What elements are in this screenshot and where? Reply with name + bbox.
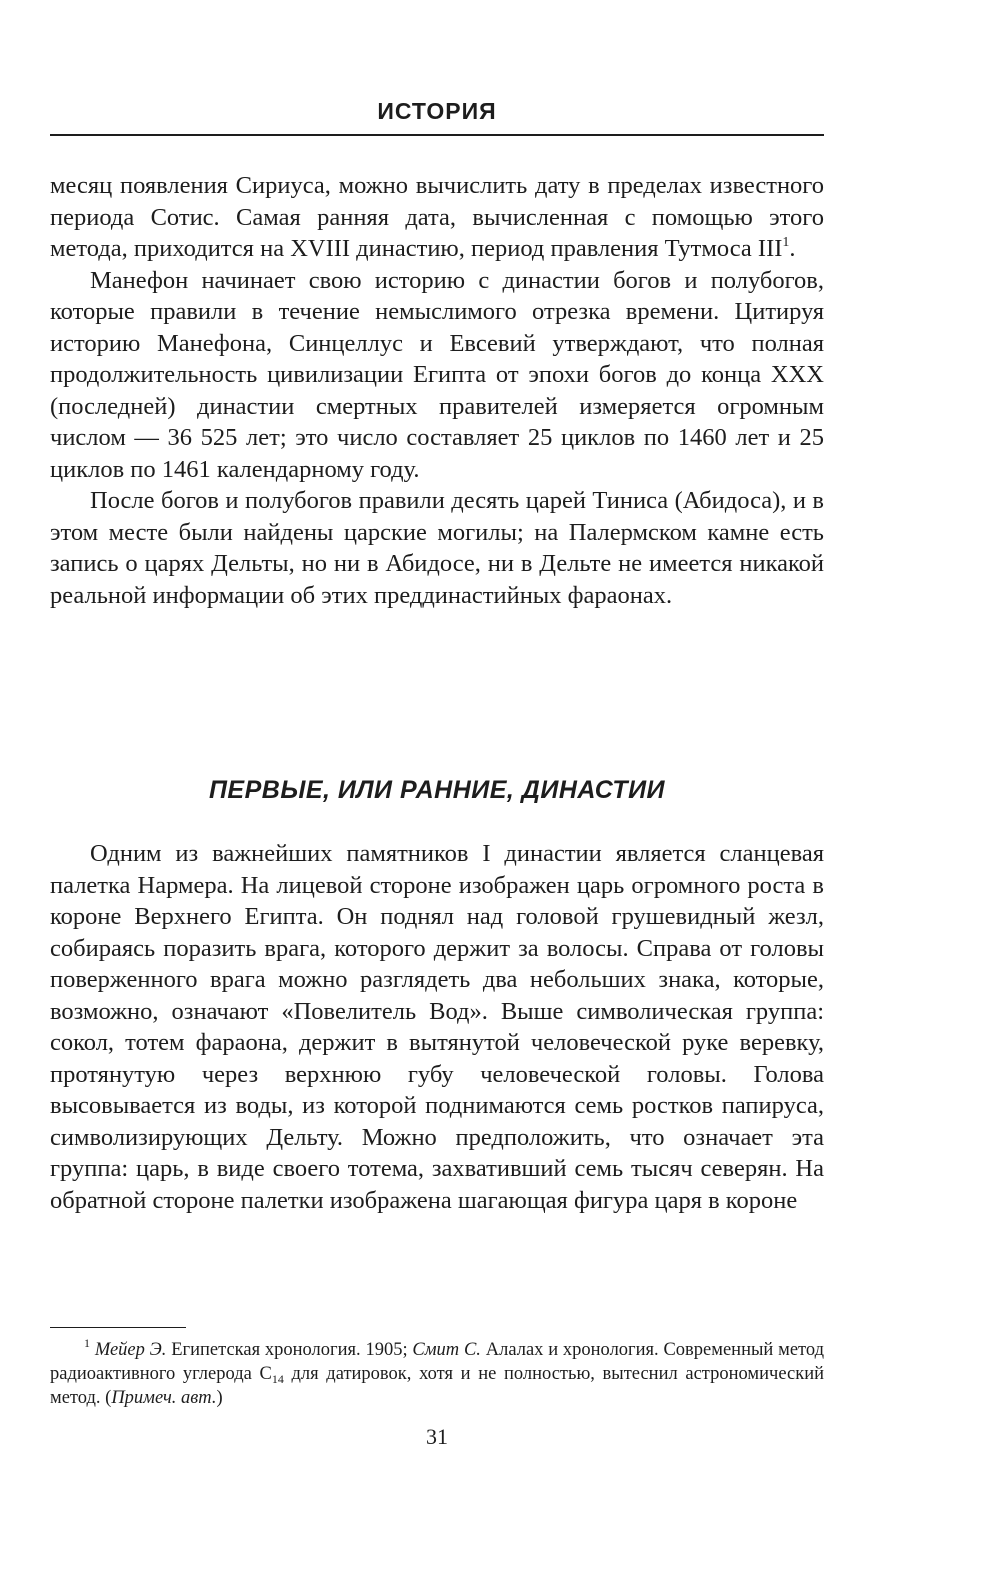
footnote-source: Египетская хронология. 1905; (166, 1340, 413, 1360)
section-text-block (50, 838, 824, 1216)
footnote-author: Смит С. (412, 1340, 481, 1360)
paragraph-narmer-palette: Одним из важнейших памятников I династии является сланцевая палетка Нармера. На лицевой стороне изображен царь огромного роста в короне Верхнего Египта. Он поднял над головой грушевидный жезл, собираясь поразить врага, которого держит за волосы. Справа от головы поверженного врага можно разглядеть два небольших знака, которые, возможно, означают «Повелитель Вод». Выше символическая группа: сокол, тотем фараона, держит в вытянутой человеческой руке веревку, протянутую через верхнюю губу человеческой головы. Голова высовывается из воды, из которой поднимаются семь ростков папируса, символизирующих Дельту. Можно предположить, что означает эта группа: царь, в виде своего тотема, захвативший семь тысяч северян. На обратной стороне палетки изображена шагающая фигура царя в короне (50, 840, 824, 1214)
paragraph-continuation (50, 170, 824, 265)
running-head: ИСТОРИЯ (377, 98, 497, 124)
paragraph-manetho: Манефон начинает свою историю с династии богов и полубогов, которые правили в течение немыслимого отрезка времени. Цитируя историю Манефона, Синцеллус и Евсевий утверждают, что полная продолжительность цивилизации Египта от эпохи богов до конца XXX (последней) династии смертных правителей измеряется огромным числом — 36 525 лет; это число составляет 25 циклов по 1460 лет и 25 циклов по 1461 календарному году. (50, 266, 824, 483)
footnote-note-label: Примеч. авт. (111, 1388, 217, 1408)
footnote-text: для датировок, хотя и не полностью, вытеснил астрономический метод. ( (50, 1364, 824, 1408)
section-title: ПЕРВЫЕ, ИЛИ РАННИЕ, ДИНАСТИИ (208, 776, 666, 804)
top-text-block (50, 170, 824, 611)
header-rule (50, 134, 824, 136)
footnote-close: ) (216, 1388, 223, 1408)
footnote (50, 1338, 824, 1410)
page-number: 31 (426, 1424, 448, 1449)
footnote-source: Алалах и хронология. Современный метод радиоактивного углерода С (50, 1340, 824, 1384)
footnote-subscript: 14 (271, 1372, 284, 1386)
footnote-mark: 1 (84, 1336, 90, 1350)
footnote-rule (50, 1327, 186, 1328)
footnote-reference: 1 (782, 235, 790, 250)
paragraph-text: месяц появления Сириуса, можно вычислить дату в пределах известного периода Сотис. Самая ранняя дата, вычисленная с помощью этого метода, приходится на XVIII династию, период правления Тутмоса III (50, 172, 824, 262)
paragraph-end-punctuation: . (789, 235, 796, 262)
footnote-author: Мейер Э. (94, 1340, 167, 1360)
paragraph-thinis-kings: После богов и полубогов правили десять царей Тиниса (Абидоса), и в этом месте были найдены царские могилы; на Палермском камне есть запись о царях Дельты, но ни в Абидосе, ни в Дельте не имеется никакой реальной информации об этих преддинастийных фараонах. (50, 487, 824, 609)
